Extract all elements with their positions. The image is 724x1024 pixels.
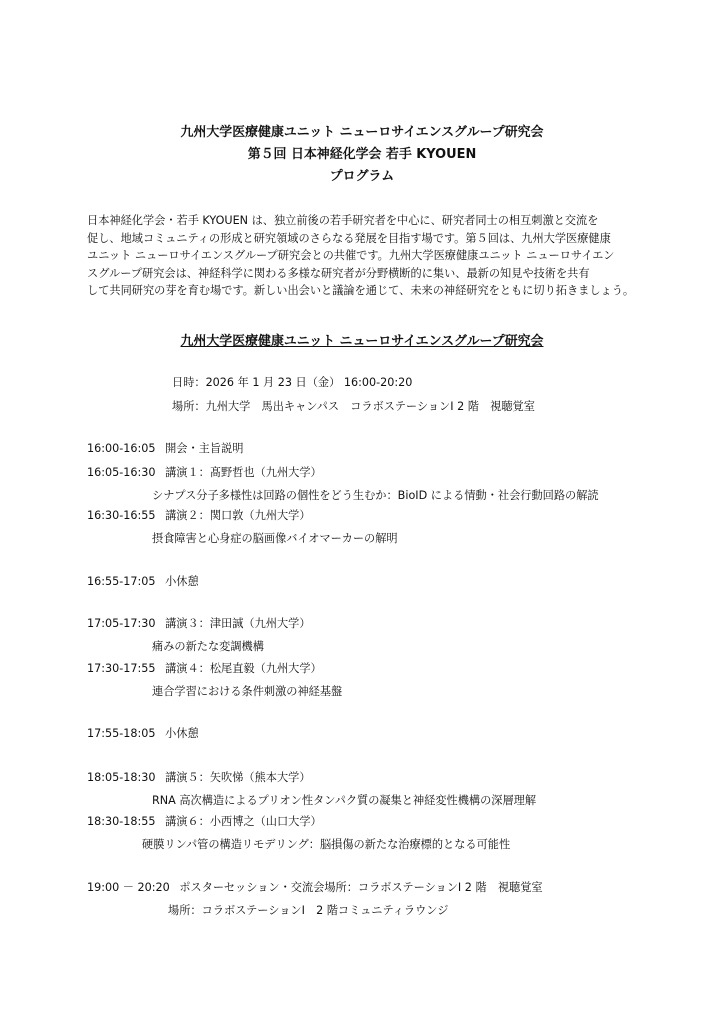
talk-title: シナプス分子多様性は回路の個性をどう生むか：BioID による情動・社会行動回路の解読: [152, 489, 599, 502]
header-line-3: プログラム: [329, 169, 395, 184]
schedule-time: 17:55-18:05: [87, 727, 156, 740]
schedule-item: [87, 507, 311, 523]
schedule-item: [87, 660, 322, 676]
schedule-time: 16:30-16:55: [87, 509, 156, 522]
intro-line: 日本神経化学会・若手 KYOUEN は、独立前後の若手研究者を中心に、研究者同士の相互刺激と交流を: [87, 214, 599, 227]
schedule-item: [87, 615, 311, 631]
speaker-label: 講演５：矢吹悌（熊本大学）: [165, 771, 311, 784]
schedule-time: 19:00 － 20:20: [87, 881, 170, 894]
talk-title: 摂食障害と心身症の脳画像バイオマーカーの解明: [152, 532, 398, 545]
section-title: 九州大学医療健康ユニット ニューロサイエンスグループ研究会: [180, 334, 544, 349]
schedule-time: 16:55-17:05: [87, 575, 156, 588]
schedule-label: ポスターセッション・交流会場所：コラボステーションⅠ 2 階 視聴覚室: [179, 881, 543, 894]
schedule-item: [87, 440, 243, 456]
event-datetime: 日時：2026 年 1 月 23 日（金） 16:00-20:20: [172, 376, 413, 389]
schedule-time: 16:00-16:05: [87, 442, 156, 455]
speaker-label: 講演３：津田誠（九州大学）: [165, 617, 311, 630]
speaker-label: 講演６：小西博之（山口大学）: [165, 815, 322, 828]
schedule-time: 16:05-16:30: [87, 466, 156, 479]
schedule-item: [87, 769, 311, 785]
talk-title: 硬膜リンパ管の構造リモデリング：脳損傷の新たな治療標的となる可能性: [142, 838, 511, 851]
schedule-label: 小休憩: [165, 575, 199, 588]
intro-line: 促し、地域コミュニティの形成と研究領域のさらなる発展を目指す場です。第５回は、九州大学医療健康: [87, 231, 611, 245]
schedule-label: 開会・主旨説明: [165, 442, 244, 455]
schedule-item: [87, 879, 543, 895]
schedule-time: 18:30-18:55: [87, 815, 156, 828]
speaker-label: 講演２：関口敦（九州大学）: [165, 509, 311, 522]
talk-title: 連合学習における条件刺激の神経基盤: [152, 685, 343, 698]
header-line-1: 九州大学医療健康ユニット ニューロサイエンスグループ研究会: [180, 125, 544, 140]
schedule-time: 18:05-18:30: [87, 771, 156, 784]
talk-title: RNA 高次構造によるプリオン性タンパク質の凝集と神経変性機構の深層理解: [152, 794, 537, 807]
schedule-item: [87, 725, 199, 741]
schedule-label: 小休憩: [165, 727, 199, 740]
intro-line: して共同研究の芽を育む場です。新しい出会いと議論を通じて、未来の神経研究をともに切り拓きましょう。: [87, 284, 635, 298]
talk-title: 痛みの新たな変調機構: [152, 640, 264, 653]
intro-paragraph: [87, 212, 657, 300]
schedule-item: [87, 464, 322, 480]
schedule-time: 17:30-17:55: [87, 662, 156, 675]
speaker-label: 講演４：松尾直毅（九州大学）: [165, 662, 322, 675]
intro-line: スグループ研究会は、神経科学に関わる多様な研究者が分野横断的に集い、最新の知見や技術を共有: [87, 266, 590, 280]
schedule-time: 17:05-17:30: [87, 617, 156, 630]
intro-line: ユニット ニューロサイエンスグループ研究会との共催です。九州大学医療健康ユニット ニューロサイエン: [87, 249, 615, 263]
header-line-2: 第５回 日本神経化学会 若手 KYOUEN: [247, 147, 477, 162]
schedule-item: [87, 813, 322, 829]
schedule-item: [87, 573, 199, 589]
event-venue: 場所：九州大学 馬出キャンパス コラボステーションⅠ 2 階 視聴覚室: [172, 400, 535, 413]
poster-venue: 場所：コラボステーションⅠ 2 階コミュニティラウンジ: [168, 904, 449, 917]
speaker-label: 講演１：髙野哲也（九州大学）: [165, 466, 322, 479]
